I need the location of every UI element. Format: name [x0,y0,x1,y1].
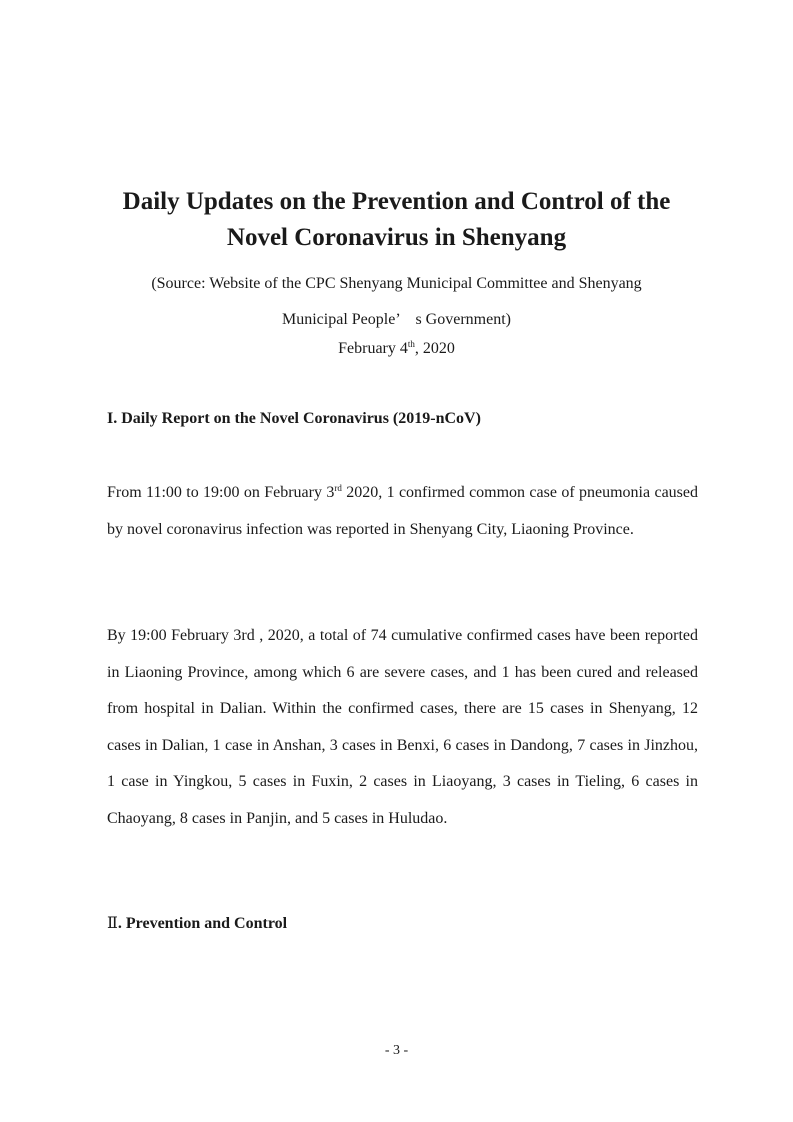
date-prefix: February 4 [338,340,408,357]
paragraph-2: By 19:00 February 3rd , 2020, a total of 74 cumulative confirmed cases have been reported in Liaoning Province, among which 6 are severe cases, and 1 has been cured and released from hospital in Dalian. Within the confirmed cases, there are 15 cases in Shenyang, 12 cases in Dalian, 1 case in Anshan, 3 cases in Benxi, 6 cases in Dandong, 7 cases in Jinzhou, 1 case in Yingkou, 5 cases in Fuxin, 2 cases in Liaoyang, 3 cases in Tieling, 6 cases in Chaoyang, 8 cases in Panjin, and 5 cases in Huludao. [107,627,698,827]
title-line-2: Novel Coronavirus in Shenyang [226,224,567,251]
date-suffix: , 2020 [414,340,455,357]
section-2-heading [107,913,287,933]
document-title [60,184,733,256]
section-2-numeral: Ⅱ [107,913,118,932]
para1-ordinal: rd [334,483,342,493]
section-2-title: . Prevention and Control [117,915,288,932]
paragraph-1 [107,475,698,548]
page-number: - 3 - [384,1043,409,1058]
section-1-heading: I. Daily Report on the Novel Coronavirus (2019-nCoV) [107,410,481,427]
date-ordinal: th [407,339,415,349]
source-line-2: Municipal People’ s Government) [282,311,511,328]
title-line-1: Daily Updates on the Prevention and Control of the [122,188,671,215]
document-date [60,337,733,361]
para1-prefix: From 11:00 to 19:00 on February 3 [107,484,335,501]
para1-suffix: 2020, 1 confirmed common case of pneumonia caused by novel coronavirus infection was reported in Shenyang City, Liaoning Province. [107,484,698,538]
source-note [60,266,733,338]
source-line-1: (Source: Website of the CPC Shenyang Municipal Committee and Shenyang [151,275,642,292]
